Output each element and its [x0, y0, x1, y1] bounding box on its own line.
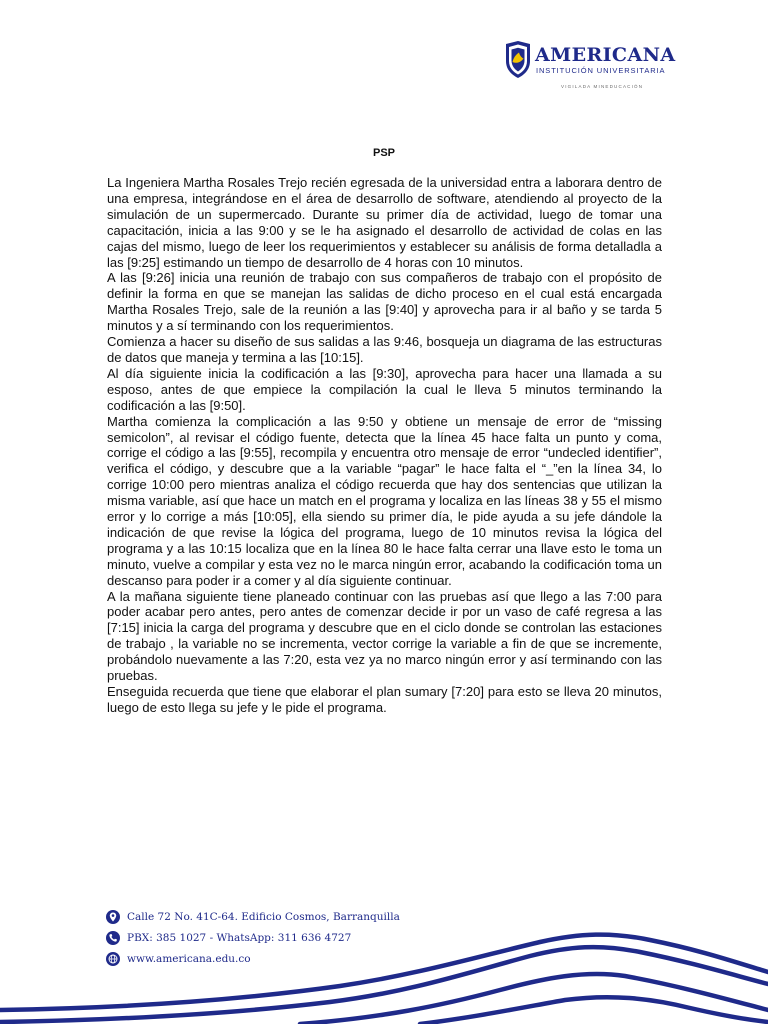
paragraph: La Ingeniera Martha Rosales Trejo recién egresada de la universidad entra a laborara dentro de una empresa, integrándose en el área de desarrollo de software, atendiendo al proyecto de la simulación de un supermercado. Durante su primer día de actividad, luego de tomar una capacitación, inicia a las 9:00 y se le ha asignado el desarrollo de actividad de colas en las cajas del mismo, luego de leer los requerimientos y establecer su análisis de forma detalladla a las [9:25] estimando un tiempo de desarrollo de 4 horas con 10 minutos.	[107, 175, 662, 270]
brand-subtitle: INSTITUCIÓN UNIVERSITARIA	[536, 66, 666, 75]
paragraph: Martha comienza la complicación a las 9:50 y obtiene un mensaje de error de “missing semicolon”, al revisar el código fuente, detecta que la línea 45 hace falta un punto y coma, corrige el código a las [9:55], recompila y encuentra otro mensaje de error “undecled identifier”, verifica el código, y descubre que a la variable “pagar” le hace falta el “_”en la línea 34, lo corrige 10:00 pero mientras analiza el código recuerda que hay dos sentencias que utilizan la misma variable, así que hace un match en el programa y localiza en las líneas 38 y 55 el mismo error y lo corrige a más [10:05], ella siendo su primer día, le pide ayuda a su jefe dándole la indicación de que revise la lógica del programa, luego de 10 minutos revisa la lógica del programa y a las 10:15 localiza que en la línea 80 le hace falta cerrar una llave esto le toma un minuto, vuelve a compilar y esta vez no le marca ningún error, acabando la codificación toma un descanso para poder ir a comer y al día siguiente continuar.	[107, 413, 662, 588]
document-body	[107, 175, 662, 716]
paragraph: Comienza a hacer su diseño de sus salidas a las 9:46, bosqueja un diagrama de las estructuras de datos que maneja y termina a las [10:15].	[107, 334, 662, 365]
address-text: Calle 72 No. 41C-64. Edificio Cosmos, Barranquilla	[127, 910, 400, 923]
website-link[interactable]: www.americana.edu.co	[127, 952, 251, 965]
paragraph: Enseguida recuerda que tiene que elaborar el plan sumary [7:20] para esto se lleva 20 minutos, luego de esto llega su jefe y le pide el programa.	[107, 684, 662, 715]
paragraph: Al día siguiente inicia la codificación a las [9:30], aprovecha para hacer una llamada a su esposo, antes de que empiece la compilación la cual le lleva 5 minutos terminando la codificación a las [9:50].	[107, 365, 662, 413]
paragraph: A las [9:26] inicia una reunión de trabajo con sus compañeros de trabajo con el propósito de definir la forma en que se manejan las salidas de dicho proceso en el cual está encargada Martha Rosales Trejo, sale de la reunión a las [9:40] y aprovecha para ir al baño y se tarda 5 minutos y a sí terminando con los requerimientos.	[107, 270, 662, 334]
header-logo	[505, 41, 695, 93]
phone-text: PBX: 385 1027 - WhatsApp: 311 636 4727	[127, 931, 352, 944]
document-title: PSP	[372, 147, 395, 159]
paragraph: A la mañana siguiente tiene planeado continuar con las pruebas así que llego a las 7:00 para poder acabar pero antes, pero antes de comenzar decide ir por un vaso de café regresa a las [7:15] inicia la carga del programa y descubre que en el ciclo donde se controlan las estaciones de trabajo , la variable no se incrementa, vector corrige la variable a fin de que se incremente, probándolo nuevamente a las 7:20, esta vez ya no marco ningún error y así terminando con las pruebas.	[107, 588, 662, 684]
brand-motto: VIGILADA MINEDUCACIÓN	[561, 84, 644, 89]
shield-logo-icon	[505, 41, 531, 79]
footer-wave-decoration	[0, 914, 768, 1024]
brand-name: AMERICANA	[535, 44, 676, 66]
